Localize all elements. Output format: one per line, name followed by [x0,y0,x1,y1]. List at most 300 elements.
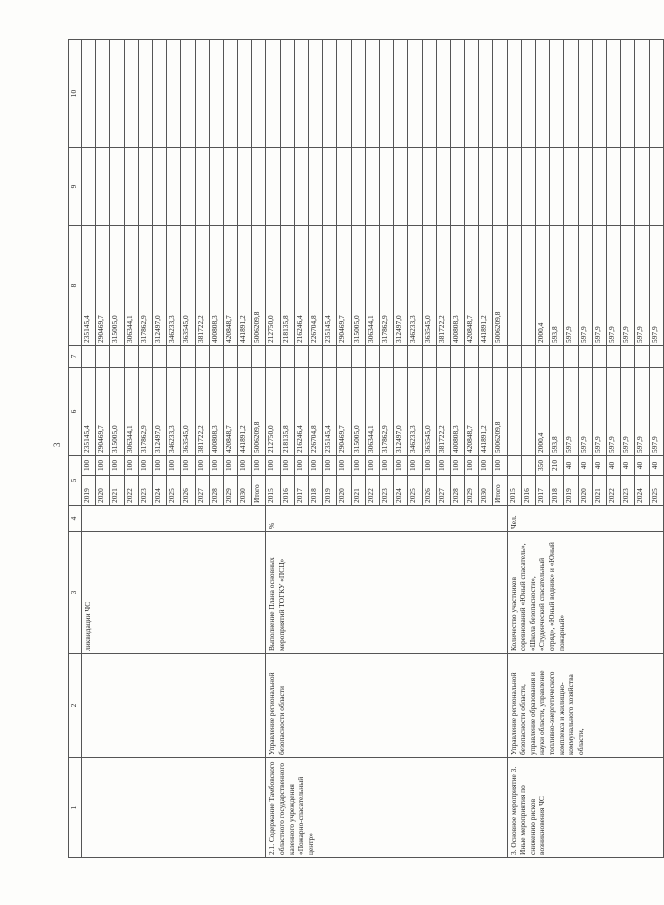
local-funding-cell [564,147,578,225]
year-cell: Итого [252,476,266,506]
year-cell: 2016 [280,476,294,506]
local-funding-cell [337,147,351,225]
federal-funding-cell [436,345,450,367]
regional-funding-cell: 235145,4 [323,225,337,345]
federal-funding-cell [124,345,138,367]
federal-funding-cell [521,345,535,367]
other-funding-cell [635,39,649,147]
other-funding-cell [408,39,422,147]
target-value-cell: 100 [408,455,422,475]
other-funding-cell [606,39,620,147]
total-funding-cell: 306344,1 [124,367,138,455]
year-cell: 2016 [521,476,535,506]
year-cell: 2022 [365,476,379,506]
total-funding-cell: 2000,4 [536,367,550,455]
federal-funding-cell [238,345,252,367]
header-cell: 3 [69,532,82,654]
total-funding-cell: 597,9 [635,367,649,455]
indicator-cell: Выполнение Плана основных мероприятий ТОГКУ «ПСЦ» [266,532,507,654]
local-funding-cell [181,147,195,225]
federal-funding-cell [422,345,436,367]
total-funding-cell: 420848,7 [465,367,479,455]
regional-funding-cell: 306344,1 [124,225,138,345]
total-funding-cell: 400808,3 [450,367,464,455]
total-funding-cell: 597,9 [578,367,592,455]
total-funding-cell: 5006209,8 [252,367,266,455]
regional-funding-cell: 290469,7 [96,225,110,345]
regional-funding-cell: 212750,0 [266,225,280,345]
target-value-cell: 100 [209,455,223,475]
regional-funding-cell: 5006209,8 [493,225,507,345]
program-table [68,39,664,858]
indicator-cell: ликвидации ЧС [82,532,266,654]
table-body [69,39,664,857]
year-cell: 2017 [536,476,550,506]
federal-funding-cell [649,345,663,367]
regional-funding-cell: 317862,9 [138,225,152,345]
local-funding-cell [422,147,436,225]
regional-funding-cell: 597,9 [578,225,592,345]
federal-funding-cell [365,345,379,367]
regional-funding-cell: 420848,7 [465,225,479,345]
local-funding-cell [578,147,592,225]
total-funding-cell [521,367,535,455]
regional-funding-cell: 346233,3 [167,225,181,345]
local-funding-cell [238,147,252,225]
header-cell: 6 [69,367,82,455]
regional-funding-cell: 381722,2 [195,225,209,345]
other-funding-cell [195,39,209,147]
executor-cell: Управление региональной безопасности области, управление образования и науки области, управление топливно-энергетического комплекса и жилищно-коммунального хозяйства области, [507,654,663,758]
total-funding-cell: 235145,4 [323,367,337,455]
other-funding-cell [309,39,323,147]
federal-funding-cell [450,345,464,367]
federal-funding-cell [110,345,124,367]
federal-funding-cell [309,345,323,367]
target-value-cell: 100 [266,455,280,475]
regional-funding-cell: 597,9 [635,225,649,345]
target-value-cell: 40 [635,455,649,475]
regional-funding-cell: 290469,7 [337,225,351,345]
year-cell: 2019 [323,476,337,506]
federal-funding-cell [195,345,209,367]
local-funding-cell [408,147,422,225]
year-cell: 2021 [592,476,606,506]
total-funding-cell: 218135,8 [280,367,294,455]
local-funding-cell [124,147,138,225]
total-funding-cell: 346233,3 [408,367,422,455]
local-funding-cell [280,147,294,225]
federal-funding-cell [181,345,195,367]
other-funding-cell [422,39,436,147]
federal-funding-cell [635,345,649,367]
target-value-cell: 100 [294,455,308,475]
total-funding-cell: 315005,0 [110,367,124,455]
local-funding-cell [365,147,379,225]
federal-funding-cell [507,345,521,367]
header-cell: 4 [69,506,82,532]
local-funding-cell [167,147,181,225]
regional-funding-cell: 216246,4 [294,225,308,345]
federal-funding-cell [379,345,393,367]
other-funding-cell [507,39,521,147]
federal-funding-cell [167,345,181,367]
regional-funding-cell: 5006209,8 [252,225,266,345]
other-funding-cell [280,39,294,147]
year-cell: Итого [493,476,507,506]
regional-funding-cell [521,225,535,345]
local-funding-cell [323,147,337,225]
target-value-cell: 100 [195,455,209,475]
other-funding-cell [365,39,379,147]
other-funding-cell [124,39,138,147]
other-funding-cell [337,39,351,147]
target-value-cell: 40 [621,455,635,475]
target-value-cell: 100 [493,455,507,475]
local-funding-cell [195,147,209,225]
total-funding-cell: 363545,0 [422,367,436,455]
local-funding-cell [209,147,223,225]
year-cell: 2027 [195,476,209,506]
other-funding-cell [521,39,535,147]
target-value-cell: 100 [450,455,464,475]
total-funding-cell: 212750,0 [266,367,280,455]
other-funding-cell [479,39,493,147]
local-funding-cell [152,147,166,225]
year-cell: 2022 [124,476,138,506]
year-cell: 2023 [621,476,635,506]
regional-funding-cell: 346233,3 [408,225,422,345]
local-funding-cell [550,147,564,225]
total-funding-cell: 226704,8 [309,367,323,455]
activity-name-cell [82,758,266,858]
year-cell: 2017 [294,476,308,506]
target-value-cell: 100 [309,455,323,475]
target-value-cell: 40 [564,455,578,475]
regional-funding-cell: 400808,3 [450,225,464,345]
local-funding-cell [450,147,464,225]
target-value-cell: 100 [436,455,450,475]
unit-cell [82,506,266,532]
regional-funding-cell: 312497,0 [152,225,166,345]
target-value-cell: 350 [536,455,550,475]
other-funding-cell [550,39,564,147]
other-funding-cell [82,39,96,147]
local-funding-cell [507,147,521,225]
regional-funding-cell: 597,9 [621,225,635,345]
federal-funding-cell [280,345,294,367]
federal-funding-cell [96,345,110,367]
total-funding-cell: 441891,2 [479,367,493,455]
year-cell: 2024 [635,476,649,506]
target-value-cell: 100 [238,455,252,475]
year-cell: 2024 [152,476,166,506]
total-funding-cell: 597,9 [592,367,606,455]
regional-funding-cell [507,225,521,345]
year-cell: 2015 [266,476,280,506]
local-funding-cell [465,147,479,225]
local-funding-cell [223,147,237,225]
local-funding-cell [635,147,649,225]
federal-funding-cell [82,345,96,367]
target-value-cell: 100 [252,455,266,475]
target-value-cell: 40 [649,455,663,475]
local-funding-cell [536,147,550,225]
federal-funding-cell [550,345,564,367]
other-funding-cell [351,39,365,147]
year-cell: 2024 [394,476,408,506]
year-cell: 2022 [606,476,620,506]
federal-funding-cell [223,345,237,367]
federal-funding-cell [621,345,635,367]
target-value-cell: 40 [578,455,592,475]
year-cell: 2028 [209,476,223,506]
regional-funding-cell: 597,9 [592,225,606,345]
target-value-cell: 100 [82,455,96,475]
activity-name-cell: 3. Основное мероприятие 3. Иные мероприятия по снижению рисков возникновения ЧС [507,758,663,858]
federal-funding-cell [209,345,223,367]
regional-funding-cell: 597,9 [564,225,578,345]
header-cell: 2 [69,654,82,758]
regional-funding-cell: 381722,2 [436,225,450,345]
target-value-cell: 100 [351,455,365,475]
regional-funding-cell: 420848,7 [223,225,237,345]
target-value-cell: 100 [96,455,110,475]
local-funding-cell [266,147,280,225]
target-value-cell: 100 [280,455,294,475]
federal-funding-cell [479,345,493,367]
total-funding-cell: 317862,9 [379,367,393,455]
year-cell: 2029 [465,476,479,506]
target-value-cell: 100 [167,455,181,475]
other-funding-cell [578,39,592,147]
other-funding-cell [394,39,408,147]
target-value-cell: 100 [337,455,351,475]
total-funding-cell: 441891,2 [238,367,252,455]
other-funding-cell [649,39,663,147]
executor-cell [82,654,266,758]
executor-cell: Управление региональной безопасности области [266,654,507,758]
total-funding-cell: 290469,7 [96,367,110,455]
regional-funding-cell: 226704,8 [309,225,323,345]
local-funding-cell [82,147,96,225]
table-row [507,39,521,857]
total-funding-cell: 346233,3 [167,367,181,455]
local-funding-cell [138,147,152,225]
total-funding-cell: 317862,9 [138,367,152,455]
year-cell: 2023 [379,476,393,506]
unit-cell: Чел. [507,506,663,532]
other-funding-cell [252,39,266,147]
target-value-cell: 40 [592,455,606,475]
total-funding-cell: 420848,7 [223,367,237,455]
total-funding-cell: 312497,0 [152,367,166,455]
local-funding-cell [649,147,663,225]
header-cell: 8 [69,225,82,345]
target-value-cell: 100 [124,455,138,475]
total-funding-cell: 315005,0 [351,367,365,455]
target-value-cell: 100 [422,455,436,475]
year-cell: 2019 [564,476,578,506]
other-funding-cell [266,39,280,147]
regional-funding-cell: 315005,0 [351,225,365,345]
federal-funding-cell [394,345,408,367]
total-funding-cell: 306344,1 [365,367,379,455]
year-cell: 2029 [223,476,237,506]
header-row [69,39,82,857]
regional-funding-cell: 400808,3 [209,225,223,345]
total-funding-cell: 5006209,8 [493,367,507,455]
year-cell: 2020 [337,476,351,506]
total-funding-cell: 400808,3 [209,367,223,455]
other-funding-cell [536,39,550,147]
regional-funding-cell: 593,8 [550,225,564,345]
year-cell: 2015 [507,476,521,506]
federal-funding-cell [465,345,479,367]
federal-funding-cell [351,345,365,367]
regional-funding-cell: 363545,0 [422,225,436,345]
federal-funding-cell [536,345,550,367]
activity-name-cell: 2.1. Содержание Тамбовского областного государственного казенного учреждения «Пожарно-спасательный центр» [266,758,507,858]
year-cell: 2019 [82,476,96,506]
header-cell: 9 [69,147,82,225]
regional-funding-cell: 235145,4 [82,225,96,345]
other-funding-cell [493,39,507,147]
other-funding-cell [450,39,464,147]
target-value-cell [507,455,521,475]
other-funding-cell [621,39,635,147]
header-cell: 5 [69,455,82,505]
year-cell: 2030 [479,476,493,506]
regional-funding-cell: 441891,2 [238,225,252,345]
other-funding-cell [465,39,479,147]
federal-funding-cell [578,345,592,367]
total-funding-cell [507,367,521,455]
local-funding-cell [479,147,493,225]
local-funding-cell [379,147,393,225]
regional-funding-cell: 306344,1 [365,225,379,345]
federal-funding-cell [323,345,337,367]
local-funding-cell [351,147,365,225]
target-value-cell: 100 [152,455,166,475]
year-cell: 2026 [422,476,436,506]
target-value-cell: 100 [379,455,393,475]
other-funding-cell [138,39,152,147]
year-cell: 2028 [450,476,464,506]
year-cell: 2025 [167,476,181,506]
federal-funding-cell [152,345,166,367]
federal-funding-cell [337,345,351,367]
federal-funding-cell [252,345,266,367]
other-funding-cell [238,39,252,147]
target-value-cell: 100 [479,455,493,475]
other-funding-cell [181,39,195,147]
regional-funding-cell: 218135,8 [280,225,294,345]
local-funding-cell [294,147,308,225]
target-value-cell: 100 [181,455,195,475]
regional-funding-cell: 317862,9 [379,225,393,345]
other-funding-cell [323,39,337,147]
target-value-cell: 100 [110,455,124,475]
local-funding-cell [592,147,606,225]
other-funding-cell [167,39,181,147]
local-funding-cell [96,147,110,225]
target-value-cell: 210 [550,455,564,475]
other-funding-cell [379,39,393,147]
local-funding-cell [621,147,635,225]
other-funding-cell [564,39,578,147]
header-cell: 1 [69,758,82,858]
year-cell: 2027 [436,476,450,506]
regional-funding-cell: 312497,0 [394,225,408,345]
local-funding-cell [493,147,507,225]
year-cell: 2018 [309,476,323,506]
local-funding-cell [394,147,408,225]
regional-funding-cell: 597,9 [606,225,620,345]
year-cell: 2025 [408,476,422,506]
local-funding-cell [252,147,266,225]
total-funding-cell: 312497,0 [394,367,408,455]
target-value-cell: 100 [394,455,408,475]
regional-funding-cell: 363545,0 [181,225,195,345]
local-funding-cell [309,147,323,225]
target-value-cell: 100 [223,455,237,475]
total-funding-cell: 216246,4 [294,367,308,455]
total-funding-cell: 597,9 [621,367,635,455]
regional-funding-cell: 315005,0 [110,225,124,345]
indicator-cell: Количество участников соревнований «Юный спасатель», «Школа безопасности», «Студенческий спасательный отряд», «Юный водник» и «Юный пожарный» [507,532,663,654]
other-funding-cell [96,39,110,147]
target-value-cell: 40 [606,455,620,475]
total-funding-cell: 593,8 [550,367,564,455]
federal-funding-cell [493,345,507,367]
target-value-cell: 100 [365,455,379,475]
year-cell: 2023 [138,476,152,506]
total-funding-cell: 363545,0 [181,367,195,455]
local-funding-cell [110,147,124,225]
federal-funding-cell [138,345,152,367]
year-cell: 2020 [96,476,110,506]
federal-funding-cell [592,345,606,367]
total-funding-cell: 235145,4 [82,367,96,455]
total-funding-cell: 381722,2 [195,367,209,455]
header-cell: 10 [69,39,82,147]
year-cell: 2020 [578,476,592,506]
regional-funding-cell: 597,9 [649,225,663,345]
total-funding-cell: 597,9 [649,367,663,455]
target-value-cell [521,455,535,475]
other-funding-cell [110,39,124,147]
local-funding-cell [521,147,535,225]
year-cell: 2025 [649,476,663,506]
unit-cell: % [266,506,507,532]
year-cell: 2021 [351,476,365,506]
other-funding-cell [209,39,223,147]
federal-funding-cell [564,345,578,367]
rotated-table-wrapper [68,40,659,858]
year-cell: 2030 [238,476,252,506]
other-funding-cell [223,39,237,147]
header-cell: 7 [69,345,82,367]
other-funding-cell [152,39,166,147]
target-value-cell: 100 [138,455,152,475]
year-cell: 2018 [550,476,564,506]
local-funding-cell [436,147,450,225]
target-value-cell: 100 [323,455,337,475]
regional-funding-cell: 441891,2 [479,225,493,345]
regional-funding-cell: 2000,4 [536,225,550,345]
table-row [82,39,96,857]
